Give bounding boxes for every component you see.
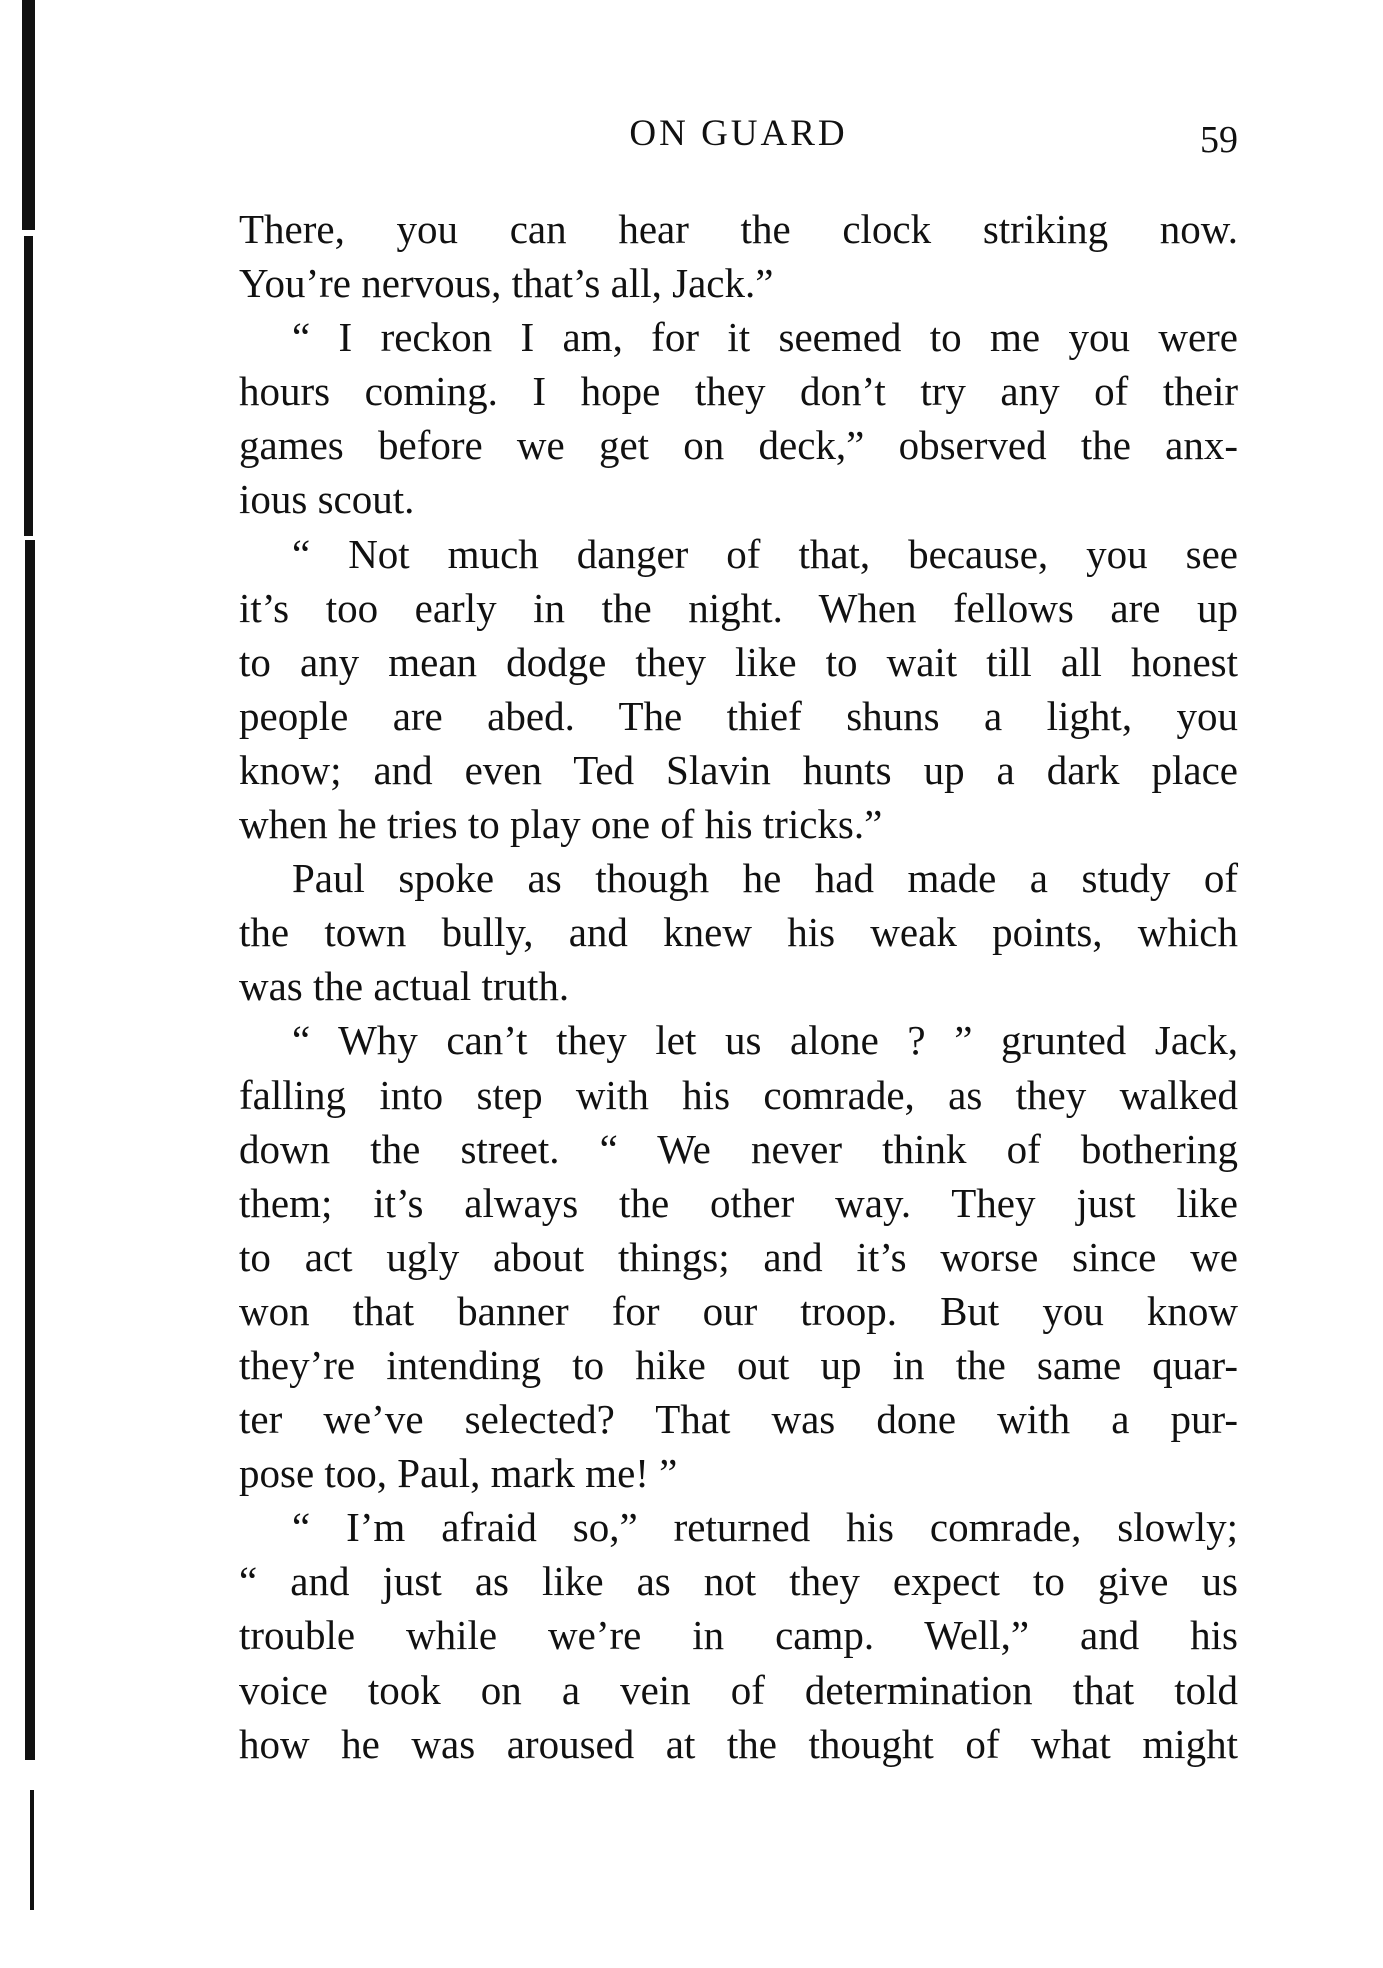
text-line: down the street. “ We never think of bothering bbox=[239, 1125, 1238, 1172]
text-line: how he was aroused at the thought of what might bbox=[239, 1720, 1238, 1767]
text-line: the town bully, and knew his weak points, which bbox=[239, 909, 1238, 956]
text-line: when he tries to play one of his tricks.” bbox=[239, 801, 883, 848]
text-line: You’re nervous, that’s all, Jack.” bbox=[239, 260, 774, 307]
text-line: “ Why can’t they let us alone ? ” grunted Jack, bbox=[292, 1017, 1238, 1064]
text-line: “ Not much danger of that, because, you see bbox=[292, 530, 1238, 577]
text-line: to any mean dodge they like to wait till all honest bbox=[239, 638, 1238, 685]
page-header bbox=[239, 112, 1238, 162]
text-line: to act ugly about things; and it’s worse since we bbox=[239, 1233, 1238, 1280]
text-line: know; and even Ted Slavin hunts up a dark place bbox=[239, 746, 1238, 793]
text-line: pose too, Paul, mark me! ” bbox=[239, 1450, 678, 1497]
text-line: ter we’ve selected? That was done with a pur- bbox=[239, 1396, 1238, 1443]
text-line: falling into step with his comrade, as they walked bbox=[239, 1071, 1238, 1118]
text-line: was the actual truth. bbox=[239, 963, 570, 1010]
text-line: “ I’m afraid so,” returned his comrade, slowly; bbox=[292, 1504, 1238, 1551]
text-line: them; it’s always the other way. They just like bbox=[239, 1179, 1238, 1226]
book-spine-edge bbox=[30, 1790, 34, 1910]
page-body-text bbox=[239, 202, 1238, 1771]
text-line: games before we get on deck,” observed the anx- bbox=[239, 422, 1238, 469]
text-line: “ and just as like as not they expect to give us bbox=[239, 1558, 1238, 1605]
book-spine-edge bbox=[24, 236, 33, 536]
text-line: they’re intending to hike out up in the same quar- bbox=[239, 1341, 1238, 1388]
text-line: people are abed. The thief shuns a light, you bbox=[239, 692, 1238, 739]
running-title: ON GUARD bbox=[629, 113, 848, 154]
text-line: ious scout. bbox=[239, 476, 415, 523]
book-spine-edge bbox=[22, 0, 35, 230]
text-line: it’s too early in the night. When fellows are up bbox=[239, 584, 1238, 631]
book-spine-edge bbox=[25, 540, 35, 1760]
text-line: “ I reckon I am, for it seemed to me you were bbox=[292, 314, 1238, 361]
text-line: hours coming. I hope they don’t try any of their bbox=[239, 368, 1238, 415]
text-line: won that banner for our troop. But you know bbox=[239, 1287, 1238, 1334]
text-line: voice took on a vein of determination that told bbox=[239, 1666, 1238, 1713]
page-number: 59 bbox=[1200, 119, 1238, 161]
text-line: Paul spoke as though he had made a study of bbox=[292, 855, 1238, 902]
text-line: trouble while we’re in camp. Well,” and his bbox=[239, 1612, 1238, 1659]
text-line: There, you can hear the clock striking now. bbox=[239, 206, 1238, 252]
